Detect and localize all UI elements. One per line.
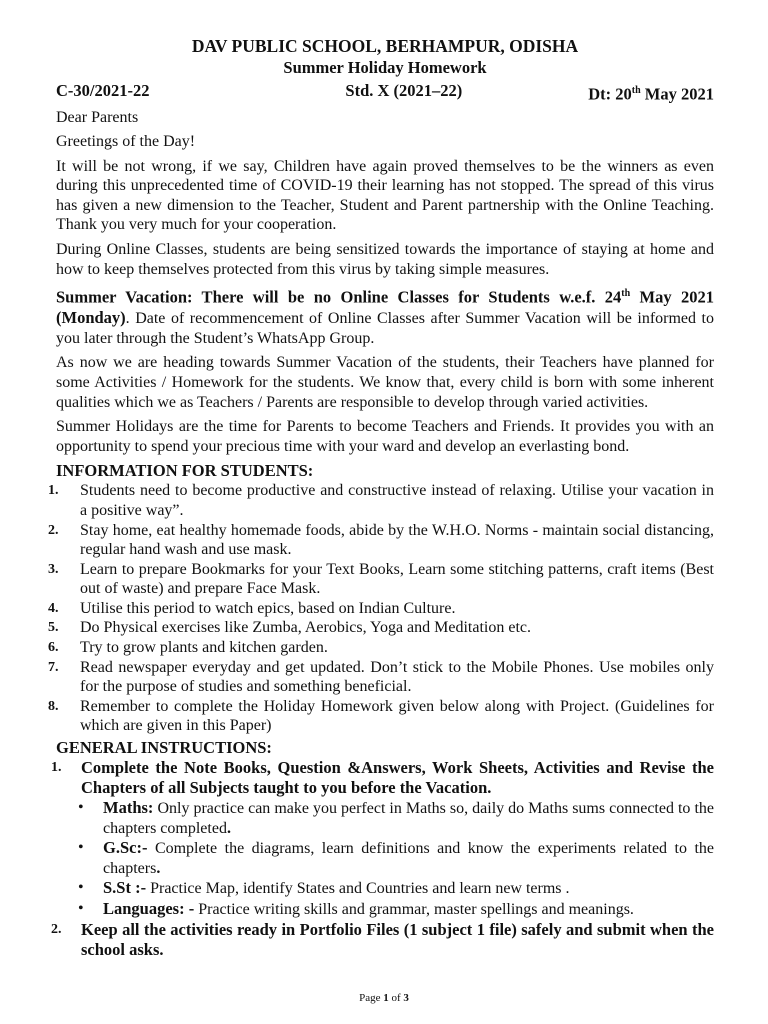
paragraph-covid: It will be not wrong, if we say, Children have again proved themselves to be the winners as even during this unprecedented time of COVID-19 their learning has not stopped. The spread of this virus has given a new dimension to the Teacher, Student and Parent partnership with the Online Teaching. Thank you very much for your cooperation. <box>56 157 714 234</box>
list-item: 7. Read newspaper everyday and get updated. Don’t stick to the Mobile Phones. Use mobiles only for the purpose of studies and something beneficial. <box>48 658 714 696</box>
standard-label: Std. X (2021–22) <box>345 81 463 100</box>
paragraph-activities: As now we are heading towards Summer Vacation of the students, their Teachers have planned for some Activities / Homework for the students. We know that, every child is born with some inherent qualities which we as Teachers / Parents are responsible to develop through varied activities. <box>56 354 714 411</box>
reference-row <box>56 80 714 105</box>
school-name: DAV PUBLIC SCHOOL, BERHAMPUR, ODISHA <box>191 36 579 56</box>
page-footer: Page 1 of 3 <box>359 992 409 1004</box>
total-page-count: 3 <box>403 992 409 1004</box>
list-item: 4. Utilise this period to watch epics, based on Indian Culture. <box>48 599 456 617</box>
info-heading: INFORMATION FOR STUDENTS: <box>56 461 314 481</box>
list-item: 6. Try to grow plants and kitchen garden. <box>48 639 328 657</box>
greeting: Greetings of the Day! <box>56 133 196 151</box>
list-item: 2. Keep all the activities ready in Portfolio Files (1 subject 1 file) safely and submit when the school asks. <box>51 919 714 959</box>
circular-number: C-30/2021-22 <box>56 81 150 100</box>
paragraph-online-classes: During Online Classes, students are being sensitized towards the importance of staying at home and how to keep themselves protected from this virus by taking simple measures. <box>56 241 714 278</box>
vacation-notice: Summer Vacation: There will be no Online Classes for Students w.e.f. 24th May 2021 (Monday). Date of recommencement of Online Classes after Summer Vacation will be informed to you later through the Student’s WhatsApp Group. <box>56 287 714 347</box>
list-item: 1. Students need to become productive and constructive instead of relaxing. Utilise your vacation in a positive way”. <box>48 482 714 519</box>
list-item: 1. Complete the Note Books, Question &Answers, Work Sheets, Activities and Revise the Chapters of all Subjects taught to you before the Vacation. • Maths: Only practice can make you perfect in Maths so, daily do Maths sums connected to the chapters completed. • G.Sc:- Complete the diagrams, learn definitions and know the experiments related to the chapters. • S.St :- Practice Map, identify States and Countries and learn new terms . • Languages: - Practice writing skills and grammar, master spellings and meanings. <box>51 758 714 919</box>
current-page-number: 1 <box>383 992 389 1004</box>
list-item: 8. Remember to complete the Holiday Homework given below along with Project. (Guidelines for which are given in this Paper) <box>48 697 714 735</box>
list-item: 3. Learn to prepare Bookmarks for your Text Books, Learn some stitching patterns, craft items (Best out of waste) and prepare Face Mask. <box>48 560 714 598</box>
list-item: 5. Do Physical exercises like Zumba, Aerobics, Yoga and Meditation etc. <box>48 619 532 637</box>
salutation: Dear Parents <box>56 108 139 126</box>
list-item: 2. Stay home, eat healthy homemade foods, abide by the W.H.O. Norms - maintain social distancing, regular hand wash and use mask. <box>48 521 714 559</box>
subject-item-maths: • Maths: Only practice can make you perfect in Maths so, daily do Maths sums connected to the chapters completed. <box>78 798 714 837</box>
subject-item-sst: • S.St :- Practice Map, identify States and Countries and learn new terms . <box>78 878 570 898</box>
document-title: Summer Holiday Homework <box>283 58 487 77</box>
subject-item-languages: • Languages: - Practice writing skills and grammar, master spellings and meanings. <box>78 899 634 919</box>
general-heading: GENERAL INSTRUCTIONS: <box>56 738 272 758</box>
document-date: Dt: 20th May 2021 <box>588 84 714 104</box>
info-list <box>48 481 714 736</box>
subject-list <box>78 798 714 920</box>
subject-item-gsc: • G.Sc:- Complete the diagrams, learn definitions and know the experiments related to the chapters. <box>78 838 714 877</box>
general-list <box>51 758 714 960</box>
paragraph-holidays: Summer Holidays are the time for Parents to become Teachers and Friends. It provides you with an opportunity to spend your precious time with your ward and develop an everlasting bond. <box>56 418 714 455</box>
